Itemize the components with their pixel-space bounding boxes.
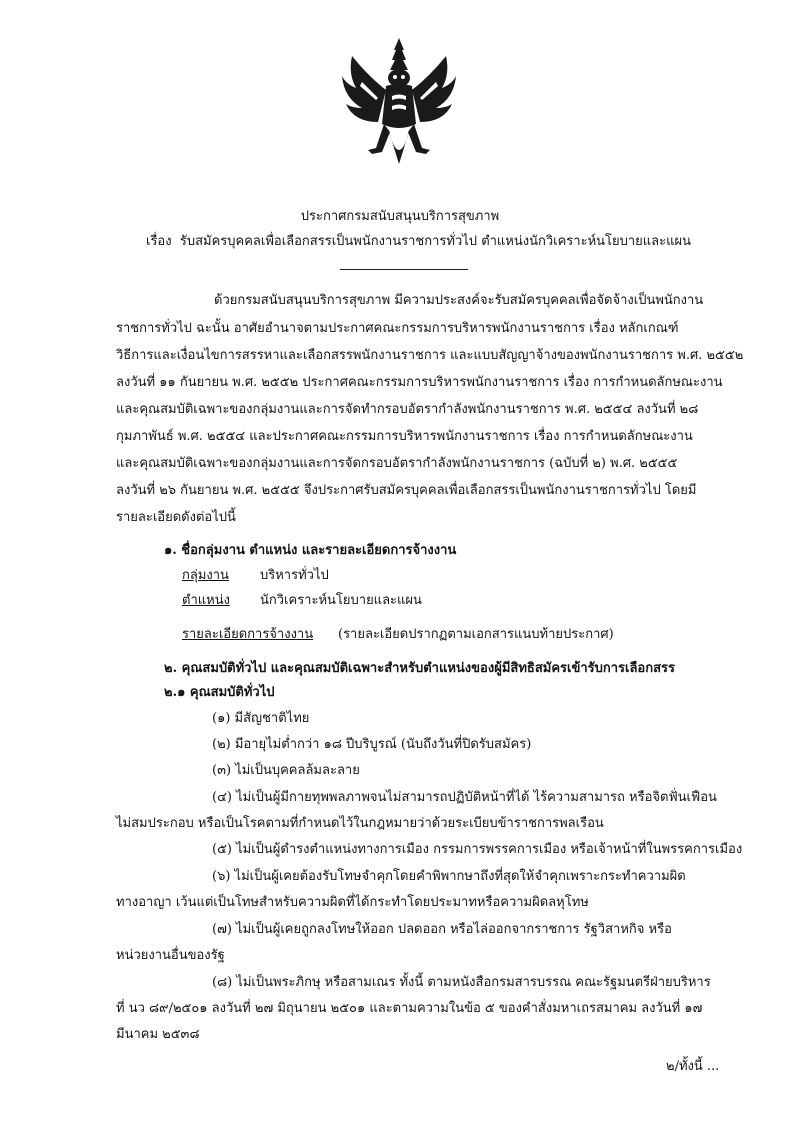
subject-label: เรื่อง bbox=[146, 234, 172, 249]
intro-line: ราชการทั่วไป ฉะนั้น อาศัยอำนาจตามประกาศคณะกรรมการบริหารพนักงานราชการ เรื่อง หลักเกณฑ์ bbox=[116, 321, 679, 336]
subject-text: รับสมัครบุคคลเพื่อเลือกสรรเป็นพนักงานราชการทั่วไป ตำแหน่งนักวิเคราะห์นโยบายและแผน bbox=[179, 234, 692, 249]
intro-line: รายละเอียดดังต่อไปนี้ bbox=[116, 510, 236, 525]
intro-line: กุมภาพันธ์ พ.ศ. ๒๕๕๔ และประกาศคณะกรรมการบริหารพนักงานราชการ เรื่อง การกำหนดลักษณะงาน bbox=[116, 429, 693, 444]
position-label: ตำแหน่ง bbox=[182, 593, 230, 608]
qualification-item-continued: มีนาคม ๒๕๓๘ bbox=[116, 1027, 200, 1042]
group-label: กลุ่มงาน bbox=[182, 568, 229, 583]
qualification-item-continued: ที่ นว ๘๙/๒๕๐๑ ลงวันที่ ๒๗ มิถุนายน ๒๕๐๑ และตามความในข้อ ๕ ของคำสั่งมหาเถรสมาคม ลงวันที่ ๑๗ bbox=[116, 1001, 703, 1016]
section1-heading: ๑. ชื่อกลุ่มงาน ตำแหน่ง และรายละเอียดการจ้างงาน bbox=[164, 543, 457, 558]
qualification-item: (๒) มีอายุไม่ต่ำกว่า ๑๘ ปีบริบูรณ์ (นับถึงวันที่ปิดรับสมัคร) bbox=[212, 737, 532, 752]
title-divider bbox=[340, 269, 468, 270]
announcement-subject bbox=[146, 233, 691, 250]
group-value: บริหารทั่วไป bbox=[260, 568, 329, 583]
intro-line: ด้วยกรมสนับสนุนบริการสุขภาพ มีความประสงค์จะรับสมัครบุคคลเพื่อจัดจ้างเป็นพนักงาน bbox=[214, 293, 704, 308]
qualification-item-continued: หน่วยงานอื่นของรัฐ bbox=[116, 948, 225, 963]
garuda-emblem-icon bbox=[338, 36, 460, 174]
intro-line: วิธีการและเงื่อนไขการสรรหาและเลือกสรรพนักงานราชการ และแบบสัญญาจ้างของพนักงานราชการ พ.ศ. ๒๕๕๒ bbox=[116, 348, 744, 363]
qualification-item: (๓) ไม่เป็นบุคคลล้มละลาย bbox=[212, 763, 360, 778]
qualification-item: (๔) ไม่เป็นผู้มีกายทุพพลภาพจนไม่สามารถปฏิบัติหน้าที่ได้ ไร้ความสามารถ หรือจิตฟั่นเฟือน bbox=[212, 790, 717, 805]
detail-label: รายละเอียดการจ้างงาน bbox=[182, 627, 314, 642]
section2-subheading: ๒.๑ คุณสมบัติทั่วไป bbox=[164, 685, 275, 700]
section2-heading: ๒. คุณสมบัติทั่วไป และคุณสมบัติเฉพาะสำหรับตำแหน่งของผู้มีสิทธิสมัครเข้ารับการเลือกสรร bbox=[164, 661, 676, 676]
detail-value: (รายละเอียดปรากฏตามเอกสารแนบท้ายประกาศ) bbox=[338, 627, 614, 642]
intro-line: ลงวันที่ ๑๑ กันยายน พ.ศ. ๒๕๕๒ ประกาศคณะกรรมการบริหารพนักงานราชการ เรื่อง การกำหนดลักษณะงาน bbox=[116, 375, 723, 390]
qualification-item-continued: ทางอาญา เว้นแต่เป็นโทษสำหรับความผิดที่ได้กระทำโดยประมาทหรือความผิดลหุโทษ bbox=[116, 895, 589, 910]
qualification-item: (๕) ไม่เป็นผู้ดำรงตำแหน่งทางการเมือง กรรมการพรรคการเมือง หรือเจ้าหน้าที่ในพรรคการเมือง bbox=[212, 842, 743, 857]
intro-line: และคุณสมบัติเฉพาะของกลุ่มงานและการจัดทำกรอบอัตรากำลังพนักงานราชการ พ.ศ. ๒๕๕๔ ลงวันที่ ๒๘ bbox=[116, 402, 699, 417]
position-value: นักวิเคราะห์นโยบายและแผน bbox=[260, 593, 422, 608]
announcement-title: ประกาศกรมสนับสนุนบริการสุขภาพ bbox=[300, 209, 500, 224]
intro-line: ลงวันที่ ๒๖ กันยายน พ.ศ. ๒๕๕๕ จึงประกาศรับสมัครบุคคลเพื่อเลือกสรรเป็นพนักงานราชการทั่วไป โดยมี bbox=[116, 483, 697, 498]
intro-line: และคุณสมบัติเฉพาะของกลุ่มงานและการจัดกรอบอัตรากำลังพนักงานราชการ (ฉบับที่ ๒) พ.ศ. ๒๕๕๕ bbox=[116, 456, 678, 471]
qualification-item: (๑) มีสัญชาติไทย bbox=[212, 711, 310, 726]
qualification-item-continued: ไม่สมประกอบ หรือเป็นโรคตามที่กำหนดไว้ในกฎหมายว่าด้วยระเบียบข้าราชการพลเรือน bbox=[116, 816, 604, 831]
qualification-item: (๘) ไม่เป็นพระภิกษุ หรือสามเณร ทั้งนี้ ตามหนังสือกรมสารบรรณ คณะรัฐมนตรีฝ่ายบริหาร bbox=[212, 975, 711, 990]
page-continuation: ๒/ทั้งนี้ ... bbox=[666, 1059, 720, 1074]
qualification-item: (๗) ไม่เป็นผู้เคยถูกลงโทษให้ออก ปลดออก หรือไล่ออกจากราชการ รัฐวิสาหกิจ หรือ bbox=[212, 922, 672, 937]
qualification-item: (๖) ไม่เป็นผู้เคยต้องรับโทษจำคุกโดยคำพิพากษาถึงที่สุดให้จำคุกเพราะกระทำความผิด bbox=[212, 869, 686, 884]
